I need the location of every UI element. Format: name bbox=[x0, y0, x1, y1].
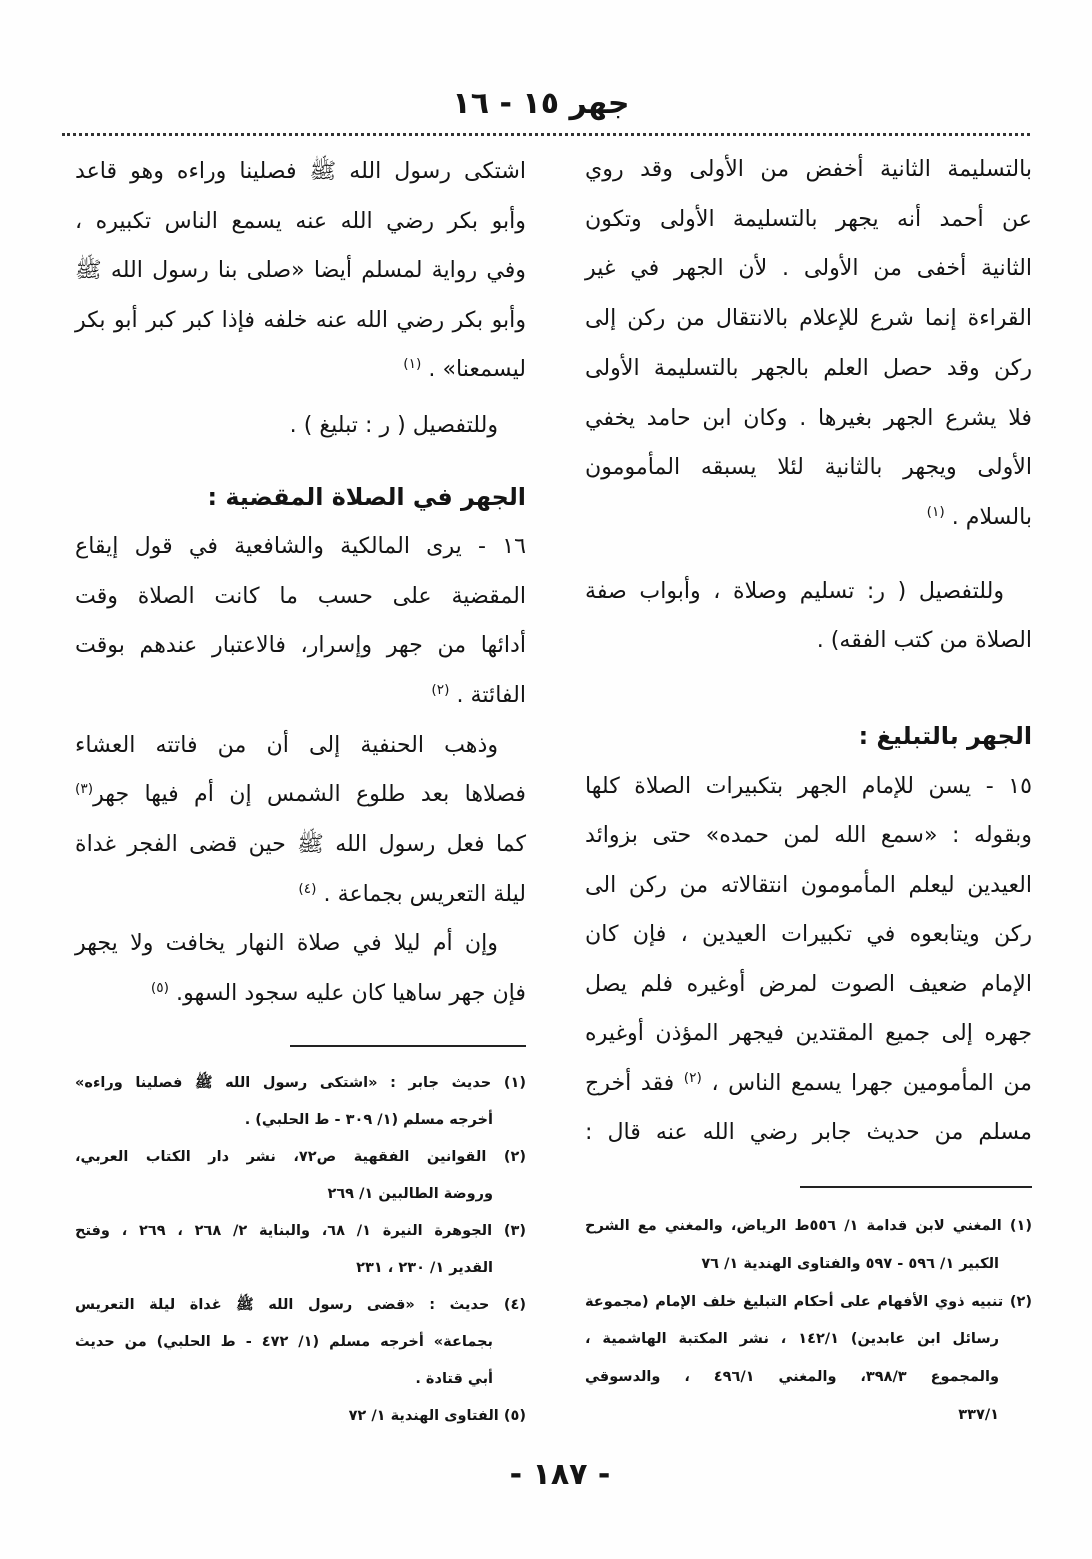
footnote-marker: (٣) bbox=[75, 781, 94, 798]
text-line: الأولى ويجهر بالثانية لئلا يسبقه المأمومون bbox=[585, 454, 1032, 481]
text-line: وذهب الحنفية إلى أن من فاتته العشاء bbox=[75, 731, 498, 758]
section-heading: الجهر بالتبليغ : bbox=[858, 722, 1032, 750]
left-column-paragraph-2 bbox=[75, 400, 526, 450]
text-line bbox=[75, 969, 526, 1019]
line-text: الفائتة . bbox=[456, 682, 526, 709]
footnote-line: (٣) الجوهرة النيرة ١/ ٦٨، والبناية ٢/ ٢٦٨ ، ٢٦٩ ، وفتح bbox=[75, 1223, 527, 1239]
text-line: ١٥ - يسن للإمام الجهر بتكبيرات الصلاة كلها bbox=[585, 772, 1032, 799]
text-line: وأبو بكر رضي الله عنه خلفه فإذا كبر كبر أبو بكر bbox=[75, 306, 526, 333]
text-line bbox=[75, 671, 526, 721]
line-text: فإن جهر ساهيا كان عليه سجود السهو. bbox=[176, 980, 526, 1007]
text-line: ١٦ - يرى المالكية والشافعية في قول إيقاع bbox=[75, 533, 526, 559]
text-line: بالتسليمة الثانية أخفض من الأولى وقد روي bbox=[585, 156, 1032, 182]
footnote-line: ٣٣٧/١ bbox=[958, 1406, 999, 1423]
text-line: وللتفصيل ( ر: تسليم وصلاة ، وأبواب صفة bbox=[585, 578, 1004, 604]
line-text: من المأمومين جهرا يسمع الناس ، bbox=[711, 1069, 1033, 1096]
line-text: ليلة التعريس بجماعة . bbox=[323, 880, 526, 907]
text-line: وأبو بكر رضي الله عنه يسمع الناس تكبيره ، bbox=[75, 207, 526, 234]
header-dotted-rule bbox=[62, 133, 1030, 136]
right-column-footnotes bbox=[585, 1208, 1032, 1435]
text-line: اشتكى رسول الله ﷺ فصلينا وراءه وهو قاعد bbox=[75, 158, 526, 184]
footnote-marker: (١) bbox=[926, 503, 945, 520]
right-column-section bbox=[585, 712, 1032, 1158]
footnote-line: (٤) حديث : «قضى رسول الله ﷺ غداة ليلة التعريس bbox=[75, 1297, 526, 1313]
text-line: وفي رواية لمسلم أيضا «صلى بنا رسول الله ﷺ bbox=[75, 257, 526, 283]
left-column-section bbox=[75, 522, 526, 1019]
text-line: وإن أم ليلا في صلاة النهار يخافت ولا يجهر bbox=[75, 930, 498, 957]
left-column-heading bbox=[75, 472, 526, 522]
text-line: العيدين ليعلم المأمومون انتقالاته من ركن الى bbox=[585, 871, 1032, 898]
right-column-paragraph-2 bbox=[585, 567, 1032, 665]
text-line: جهره إلى جميع المقتدين فيجهر المؤذن أوغيره bbox=[585, 1020, 1032, 1046]
text-line: مسلم من حديث جابر رضي الله عنه قال : bbox=[585, 1119, 1032, 1145]
text-line bbox=[75, 345, 526, 395]
page-number: - ١٨٧ - bbox=[509, 1457, 611, 1492]
running-head: جهر ١٥ - ١٦ bbox=[452, 86, 630, 121]
footnote-marker: (٢) bbox=[683, 1069, 702, 1086]
footnote-line: (٥) الفتاوى الهندية ١/ ٧٢ bbox=[348, 1408, 526, 1424]
left-column-footnotes bbox=[75, 1065, 526, 1435]
footnote-line: القدير ١/ ٢٣٠ ، ٢٣١ bbox=[356, 1260, 493, 1276]
text-line: ركن ويتابعوه في تكبيرات العيدين ، فإن كان bbox=[585, 921, 1032, 947]
text-line: الثانية أخفى من الأولى . لأن الجهر في غير bbox=[585, 255, 1032, 282]
footnote-marker: (٢) bbox=[431, 681, 450, 698]
footnote-marker: (٤) bbox=[298, 880, 317, 897]
line-text: ليسمعنا» . bbox=[428, 356, 526, 382]
text-line bbox=[585, 493, 1032, 543]
right-column-paragraph-1 bbox=[585, 145, 1032, 543]
text-line: فلا يشرع الجهر بغيرها . وكان ابن حامد يخفي bbox=[585, 404, 1032, 431]
footnote-line: (٢) تنبيه ذوي الأفهام على أحكام التبليغ خلف الإمام (مجموعة bbox=[585, 1293, 1032, 1310]
text-line bbox=[585, 1059, 1032, 1109]
text-line: ركن وقد حصل العلم بالجهر بالتسليمة الأولى bbox=[585, 354, 1032, 381]
text-line: عن أحمد أنه يجهر بالتسليمة الأولى وتكون bbox=[585, 205, 1032, 232]
text-line bbox=[75, 770, 526, 820]
footnote-line: (٢) القوانين الفقهية ص٧٢، نشر دار الكتاب العربي، bbox=[75, 1149, 527, 1165]
left-column-paragraph-1 bbox=[75, 147, 526, 395]
footnote-rule bbox=[800, 1186, 1032, 1188]
footnote-marker: (١) bbox=[403, 355, 422, 372]
footnote-line: (١) حديث جابر : «اشتكى رسول الله ﷺ فصلينا وراءه» bbox=[75, 1075, 526, 1091]
text-line: أدائها من جهر وإسرار، فالاعتبار عندهم بوقت bbox=[75, 632, 526, 659]
text-line: المقضية على حسب ما كانت الصلاة وقت bbox=[75, 582, 526, 609]
footnote-line: وروضة الطالبين ١/ ٢٦٩ bbox=[327, 1186, 493, 1202]
text-line: وبقوله : «سمع الله لمن حمده» حتى بزوائد bbox=[585, 822, 1032, 848]
line-text: فقد أخرج bbox=[585, 1069, 675, 1096]
line-text: فصلاها بعد طلوع الشمس إن أم فيها جهر bbox=[93, 781, 526, 808]
text-line: كما فعل رسول الله ﷺ حين قضى الفجر غداة bbox=[75, 831, 526, 858]
footnote-line: رسائل ابن عابدين) ١٤٢/١ ، نشر المكتبة الهاشمية ، bbox=[585, 1331, 999, 1348]
footnote-line: (١) المغني لابن قدامة ١/ ٥٥٦ط الرياض، والمغني مع الشرح bbox=[585, 1218, 1032, 1234]
section-heading: الجهر في الصلاة المقضية : bbox=[207, 483, 526, 511]
footnote-line: والمجموع ٣٩٨/٣، والمغني ٤٩٦/١ ، والدسوقي bbox=[585, 1369, 999, 1386]
text-line: القراءة إنما شرع للإعلام بالانتقال من ركن إلى bbox=[585, 305, 1032, 332]
footnote-line: أخرجه مسلم (١/ ٣٠٩ - ط الحلبي) . bbox=[244, 1112, 493, 1128]
text-line: الإمام ضعيف الصوت لمرض أوغيره فلم يصل bbox=[585, 970, 1032, 997]
footnote-line: الكبير ١/ ٥٩٦ - ٥٩٧ والفتاوى الهندية ١/ ٧٦ bbox=[701, 1255, 999, 1272]
text-line: الصلاة من كتب الفقه) . bbox=[816, 627, 1032, 653]
footnote-line: أبي قتادة . bbox=[415, 1371, 493, 1387]
footnote-rule bbox=[290, 1045, 526, 1047]
text-line bbox=[75, 870, 526, 920]
footnote-line: بجماعة» أخرجه مسلم (١/ ٤٧٢ - ط الحلبي) من حديث bbox=[75, 1334, 493, 1350]
line-text: بالسلام . bbox=[951, 503, 1032, 530]
text-line: وللتفصيل ( ر : تبليغ ) . bbox=[289, 412, 498, 438]
footnote-marker: (٥) bbox=[150, 979, 170, 996]
